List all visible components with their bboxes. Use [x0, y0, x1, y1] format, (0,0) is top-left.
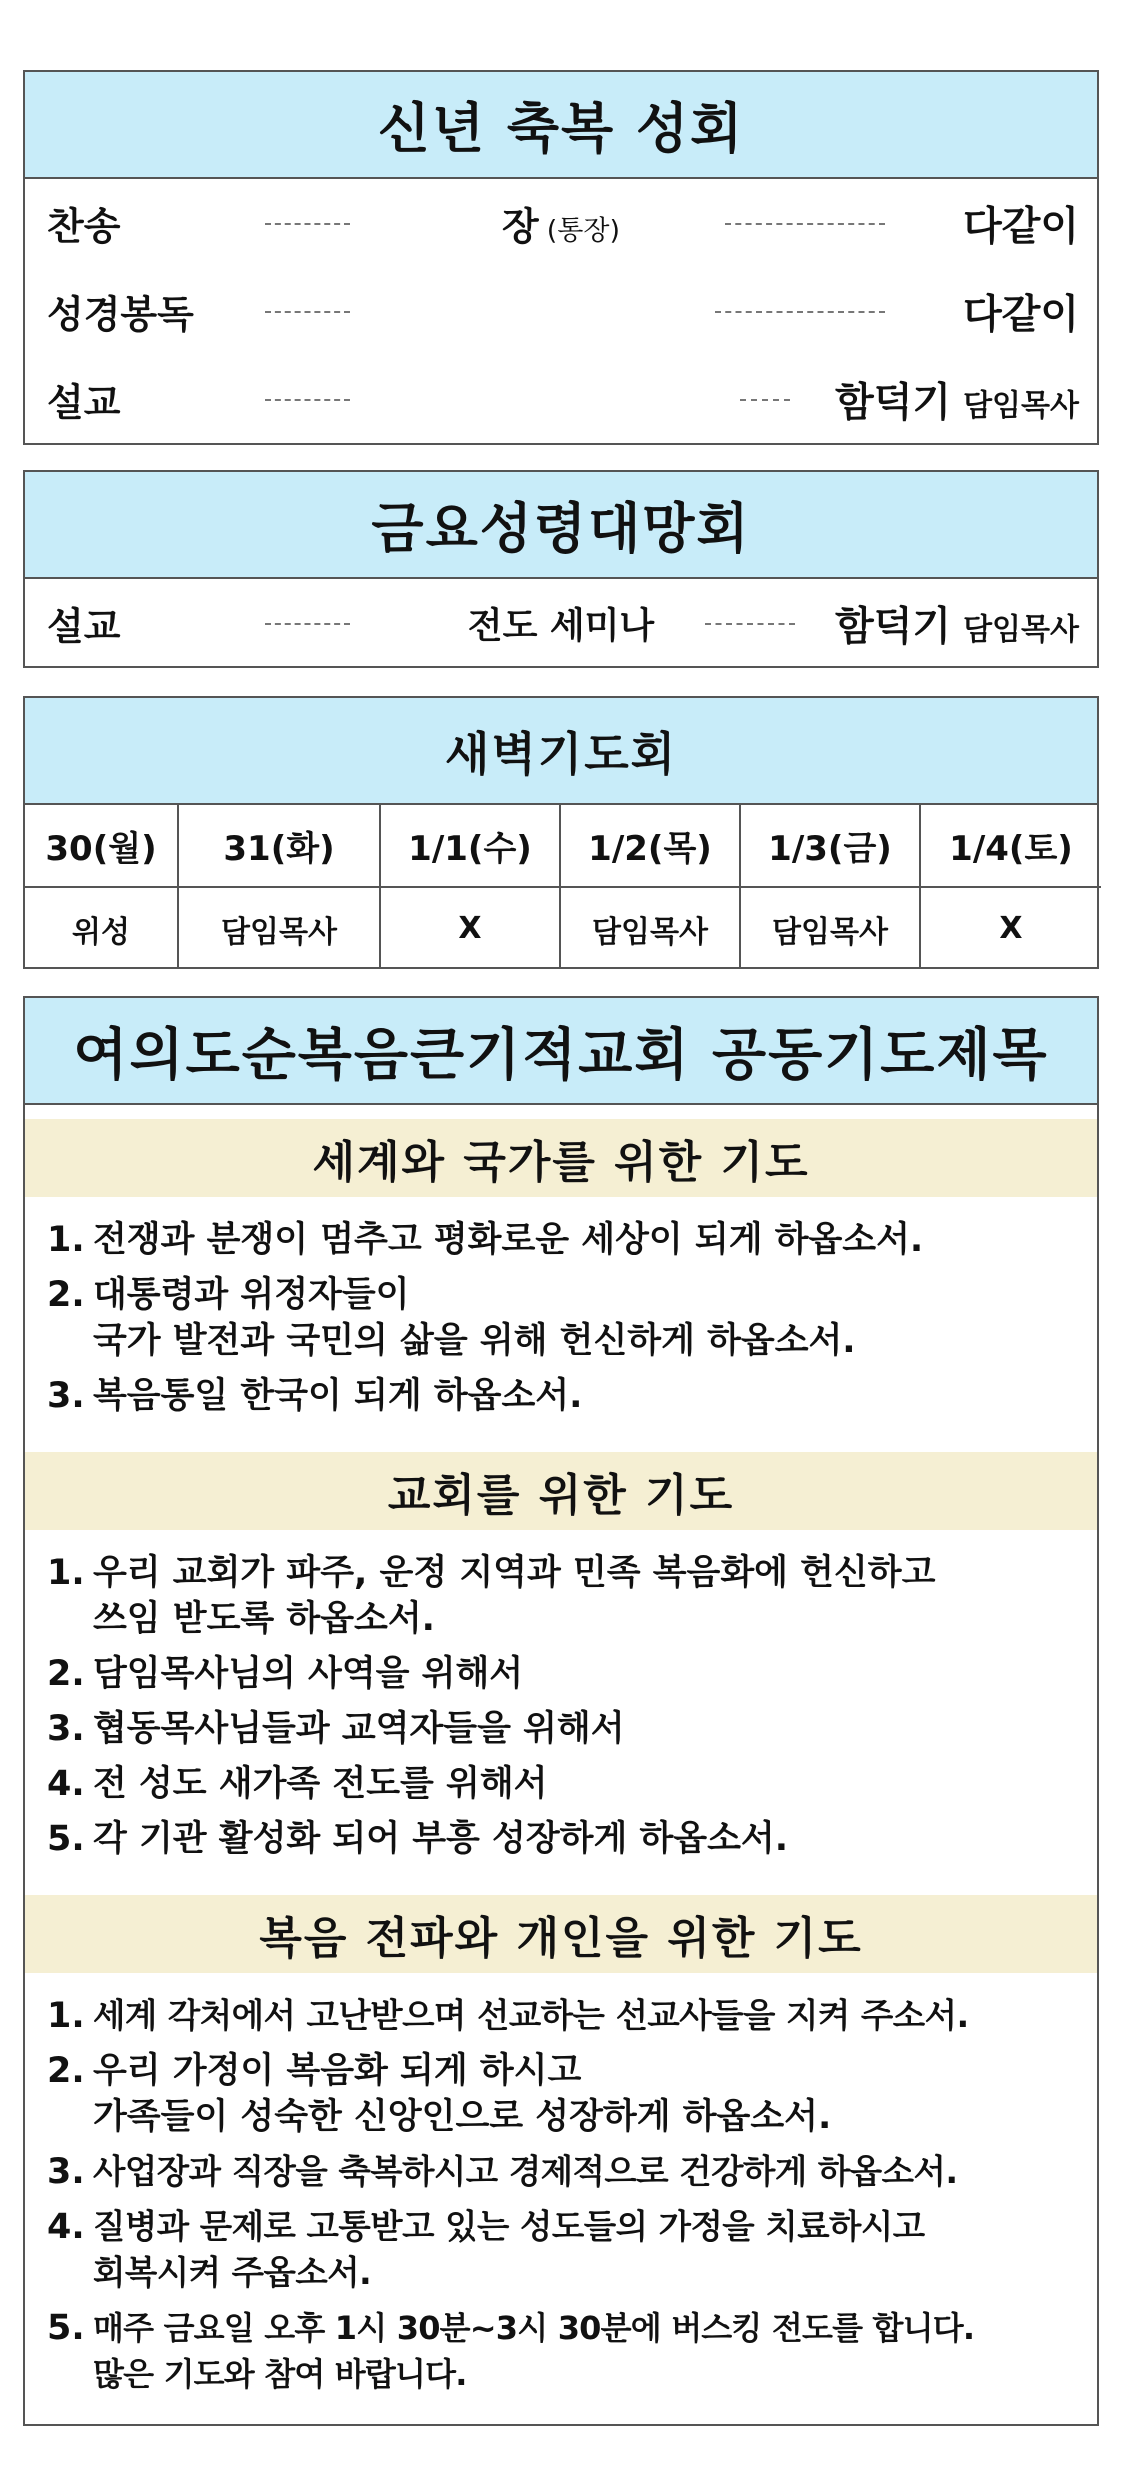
preacher-name: 함덕기: [835, 379, 952, 426]
schedule-days-row: [25, 805, 1101, 887]
prayer-item-text: 사업장과 직장을 축복하시고 경제적으로 건강하게 하옵소서.: [93, 2152, 958, 2191]
prayer-item-text: 담임목사님의 사역을 위해서: [93, 1654, 524, 1694]
prayer-item: [47, 2149, 1079, 2195]
dawn-prayer-box: [23, 696, 1099, 969]
hymn-number: [502, 196, 620, 251]
prayer-item: [47, 1993, 1079, 2039]
prayer-item-number: 2.: [47, 2051, 85, 2091]
hymn-note: (통장): [546, 215, 620, 247]
sermon-label: 설교: [47, 380, 121, 425]
hymn-label: 찬송: [47, 204, 121, 249]
prayer-item: [47, 1761, 1079, 1807]
prayer-item-number: 2.: [47, 1654, 85, 1694]
dash-line: [265, 311, 350, 313]
leader-cell: 위성: [25, 887, 178, 969]
friday-service-title: 금요성령대망회: [25, 472, 1097, 579]
dawn-prayer-title: 새벽기도회: [25, 698, 1097, 805]
friday-sermon-label: 설교: [47, 604, 121, 648]
prayer-item: [47, 1816, 1079, 1862]
prayer-item-number: 3.: [47, 1709, 85, 1749]
prayer-item-number: 2.: [47, 1275, 85, 1315]
sermon-row: [25, 355, 1097, 443]
dash-line: [740, 399, 790, 401]
prayer-item-text: 대통령과 위정자들이 국가 발전과 국민의 삶을 위해 헌신하게 하옵소서.: [93, 1275, 856, 1361]
preacher-title: 담임목사: [963, 612, 1079, 647]
prayer-item-number: 5.: [47, 1819, 85, 1859]
prayer-item: [47, 2204, 1079, 2296]
prayer-item-number: 1.: [47, 1220, 85, 1260]
leader-cell: X: [920, 887, 1101, 969]
scripture-row: [25, 267, 1097, 355]
sermon-preacher: [835, 371, 1079, 428]
prayer-item: [47, 2305, 1079, 2397]
friday-sermon-row: [25, 579, 1097, 666]
prayer-item-text: 우리 교회가 파주, 운정 지역과 민족 복음화에 헌신하고 쓰임 받도록 하옵소서.: [93, 1553, 936, 1639]
preacher-title: 담임목사: [963, 388, 1079, 424]
prayer-group-heading: 세계와 국가를 위한 기도: [25, 1119, 1097, 1197]
day-cell: 31(화): [178, 805, 380, 887]
prayer-item: [47, 1373, 1079, 1419]
dash-line: [265, 623, 350, 625]
dash-line: [715, 311, 885, 313]
prayer-item-number: 3.: [47, 2152, 85, 2192]
leader-cell: 담임목사: [740, 887, 920, 969]
prayer-item: [47, 1272, 1079, 1364]
friday-preacher: [835, 594, 1079, 651]
new-year-service-box: [23, 70, 1099, 445]
hymn-row: [25, 179, 1097, 267]
prayer-list-mission: [25, 1973, 1097, 2416]
prayer-item-number: 3.: [47, 1376, 85, 1416]
scripture-leader: 다같이: [963, 291, 1079, 338]
prayer-topics-box: [23, 996, 1099, 2426]
prayer-item: [47, 1706, 1079, 1752]
prayer-topics-title: 여의도순복음큰기적교회 공동기도제목: [25, 998, 1097, 1105]
prayer-item-text: 전쟁과 분쟁이 멈추고 평화로운 세상이 되게 하옵소서.: [93, 1220, 924, 1260]
prayer-item-text: 협동목사님들과 교역자들을 위해서: [93, 1709, 625, 1749]
hymn-leader: 다같이: [963, 203, 1079, 250]
hymn-jang: 장: [502, 204, 539, 249]
dash-line: [265, 223, 350, 225]
prayer-item: [47, 1651, 1079, 1697]
prayer-item: [47, 2048, 1079, 2140]
prayer-item-number: 1.: [47, 1553, 85, 1593]
prayer-item-text: 매주 금요일 오후 1시 30분~3시 30분에 버스킹 전도를 합니다. 많은 기도와 참여 바랍니다.: [93, 2309, 975, 2393]
day-cell: 1/3(금): [740, 805, 920, 887]
prayer-item: [47, 1550, 1079, 1642]
prayer-item-text: 우리 가정이 복음화 되게 하시고 가족들이 성숙한 신앙인으로 성장하게 하옵소서.: [93, 2051, 832, 2137]
day-cell: 1/1(수): [380, 805, 560, 887]
new-year-service-title: 신년 축복 성회: [25, 72, 1097, 179]
prayer-item: [47, 1217, 1079, 1263]
day-cell: 1/2(목): [560, 805, 740, 887]
dash-line: [265, 399, 350, 401]
friday-sermon-topic: 전도 세미나: [467, 605, 655, 646]
prayer-group-heading: 교회를 위한 기도: [25, 1452, 1097, 1530]
prayer-list-church: [25, 1530, 1097, 1881]
leader-cell: 담임목사: [178, 887, 380, 969]
scripture-label: 성경봉독: [47, 292, 194, 337]
prayer-item-text: 복음통일 한국이 되게 하옵소서.: [93, 1376, 583, 1416]
prayer-item-text: 각 기관 활성화 되어 부흥 성장하게 하옵소서.: [93, 1819, 788, 1859]
schedule-leaders-row: [25, 887, 1101, 969]
friday-service-box: [23, 470, 1099, 668]
preacher-name: 함덕기: [835, 603, 952, 649]
dawn-prayer-schedule: [25, 805, 1101, 969]
prayer-group-heading: 복음 전파와 개인을 위한 기도: [25, 1895, 1097, 1973]
prayer-item-number: 5.: [47, 2308, 85, 2348]
prayer-list-nation: [25, 1197, 1097, 1438]
day-cell: 30(월): [25, 805, 178, 887]
prayer-item-number: 4.: [47, 2207, 85, 2247]
prayer-item-text: 전 성도 새가족 전도를 위해서: [93, 1764, 548, 1804]
leader-cell: X: [380, 887, 560, 969]
dash-line: [705, 623, 795, 625]
dash-line: [725, 223, 885, 225]
prayer-item-text: 질병과 문제로 고통받고 있는 성도들의 가정을 치료하시고 회복시켜 주옵소서.: [93, 2207, 925, 2292]
prayer-item-number: 4.: [47, 1764, 85, 1804]
day-cell: 1/4(토): [920, 805, 1101, 887]
prayer-item-number: 1.: [47, 1996, 85, 2036]
prayer-item-text: 세계 각처에서 고난받으며 선교하는 선교사들을 지켜 주소서.: [93, 1996, 969, 2035]
leader-cell: 담임목사: [560, 887, 740, 969]
